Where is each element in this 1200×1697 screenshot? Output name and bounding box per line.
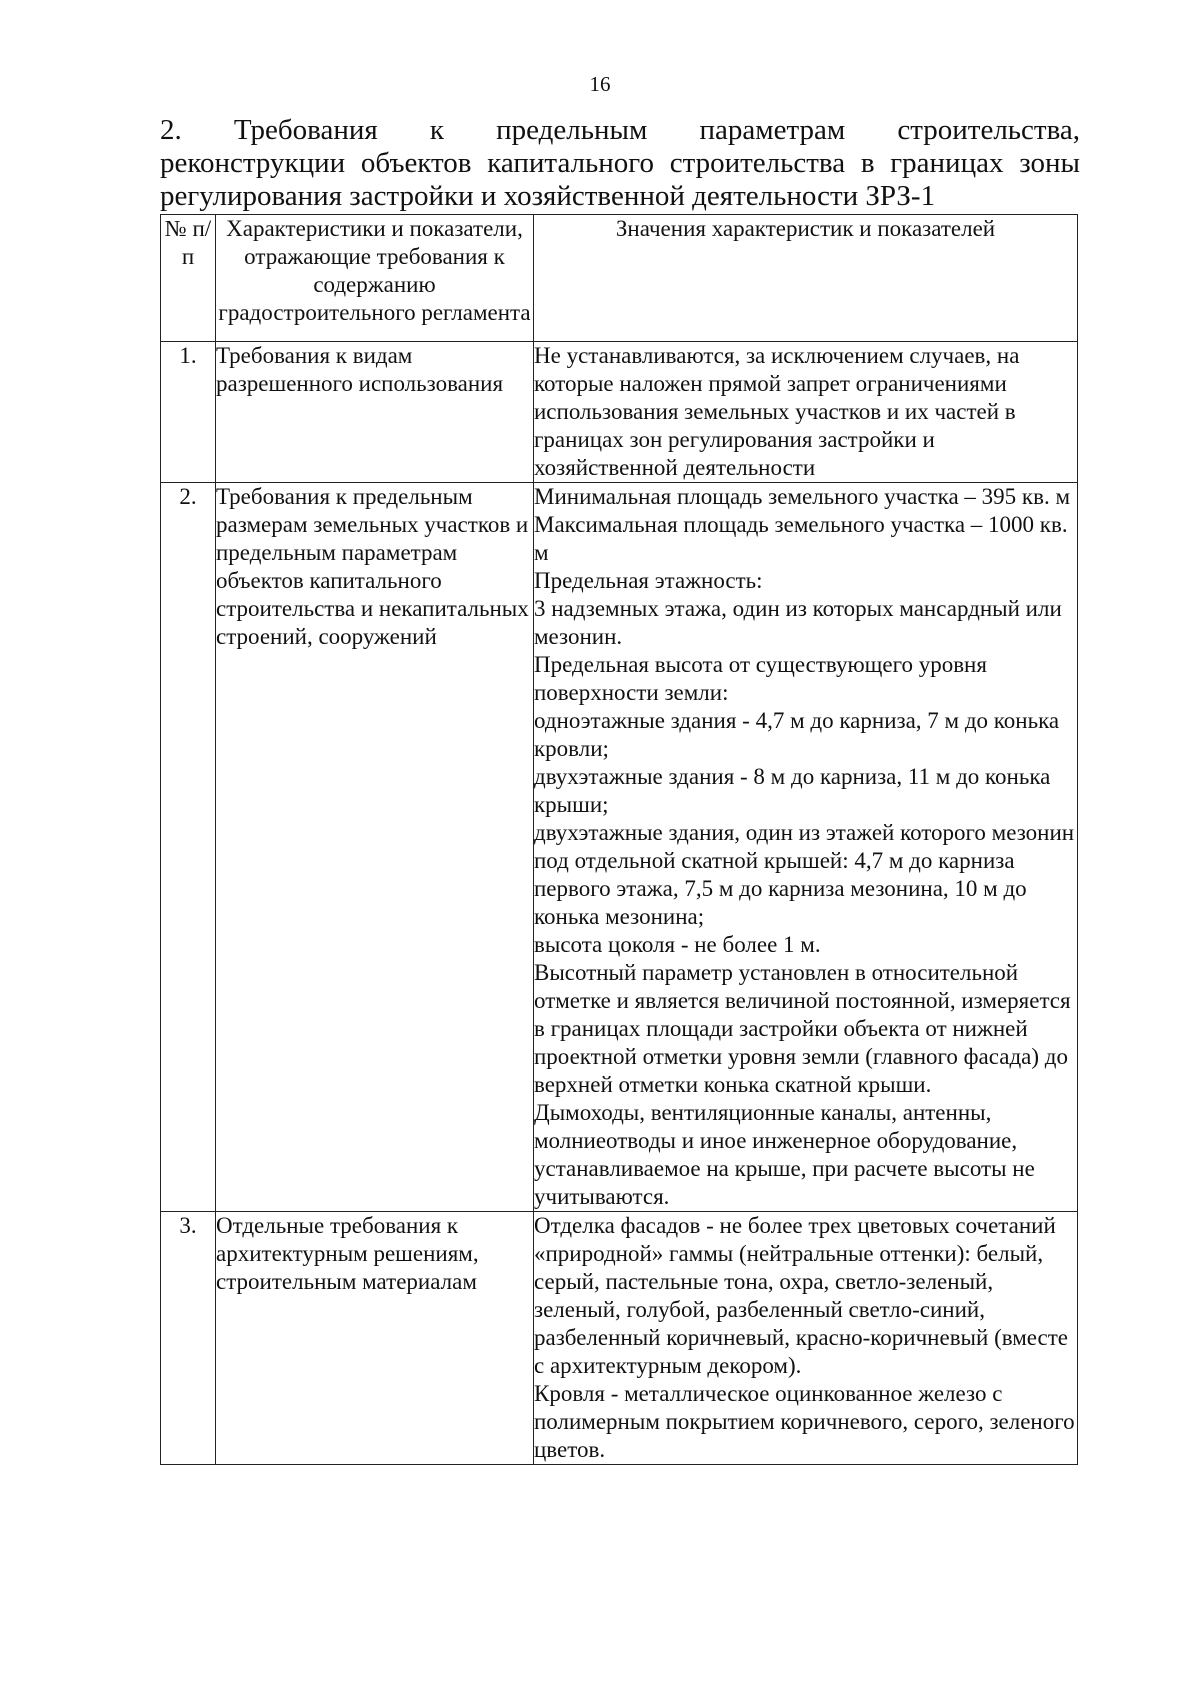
header-values: Значения характеристик и показателей — [534, 215, 1078, 342]
requirements-table — [160, 214, 1078, 1465]
value-paragraph: 3 надземных этажа, один из которых мансардный или мезонин. — [534, 596, 1062, 649]
row-num: 2. — [161, 483, 216, 1212]
row-num: 1. — [161, 342, 216, 483]
page-number: 16 — [589, 72, 611, 96]
value-paragraph: Минимальная площадь земельного участка – 395 кв. м — [534, 484, 1070, 509]
row-values — [534, 1212, 1078, 1465]
value-paragraph: Высотный параметр установлен в относительной отметке и является величиной постоянной, измеряется в границах площади застройки объекта от нижней проектной отметки уровня земли (главного фасада) до верхней отметки конька скатной крыши. — [534, 960, 1071, 1097]
section-heading — [160, 114, 1080, 213]
row-characteristic: Требования к видам разрешенного использования — [216, 342, 534, 483]
value-paragraph: Предельная этажность: — [534, 568, 763, 593]
value-paragraph: Дымоходы, вентиляционные каналы, антенны, молниеотводы и иное инженерное оборудование, устанавливаемое на крыше, при расчете высоты не учитываются. — [534, 1100, 1035, 1209]
row-values — [534, 342, 1078, 483]
value-paragraph: Не устанавливаются, за исключением случаев, на которые наложен прямой запрет ограничениями использования земельных участков и их частей в границах зон регулирования застройки и хозяйственной деятельности — [534, 343, 1020, 480]
table-row — [161, 483, 1078, 1212]
value-paragraph: Максимальная площадь земельного участка – 1000 кв. м — [534, 512, 1068, 565]
table-row — [161, 342, 1078, 483]
heading-line-2: реконструкции объектов капитального строительства в границах зоны — [160, 147, 1080, 179]
row-num: 3. — [161, 1212, 216, 1465]
header-characteristics: Характеристики и показатели, отражающие требования к содержанию градостроительного регламента — [216, 215, 534, 342]
value-paragraph: высота цоколя - не более 1 м. — [534, 932, 821, 957]
table-row — [161, 1212, 1078, 1465]
row-characteristic: Требования к предельным размерам земельных участков и предельным параметрам объектов капитального строительства и некапитальных строений, сооружений — [216, 483, 534, 1212]
value-paragraph: двухэтажные здания, один из этажей которого мезонин под отдельной скатной крышей: 4,7 м до карниза первого этажа, 7,5 м до карниза мезонина, 10 м до конька мезонина; — [534, 820, 1075, 929]
row-characteristic: Отдельные требования к архитектурным решениям, строительным материалам — [216, 1212, 534, 1465]
value-paragraph: Предельная высота от существующего уровня поверхности земли: — [534, 652, 987, 705]
value-paragraph: Отделка фасадов - не более трех цветовых сочетаний «природной» гаммы (нейтральные оттенки): белый, серый, пастельные тона, охра, светло-зеленый, зеленый, голубой, разбеленный светло-синий, разбеленный коричневый, красно-коричневый (вместе с архитектурным декором). — [534, 1213, 1068, 1378]
value-paragraph: Кровля - металлическое оцинкованное железо с полимерным покрытием коричневого, серого, зеленого цветов. — [534, 1381, 1075, 1462]
heading-line-3: регулирования застройки и хозяйственной деятельности ЗРЗ-1 — [160, 180, 936, 212]
header-num: № п/п — [161, 215, 216, 342]
value-paragraph: двухэтажные здания - 8 м до карниза, 11 м до конька крыши; — [534, 764, 1051, 817]
heading-line-1: 2. Требования к предельным параметрам строительства, — [160, 114, 1080, 146]
table-header-row — [161, 215, 1078, 342]
value-paragraph: одноэтажные здания - 4,7 м до карниза, 7 м до конька кровли; — [534, 708, 1060, 761]
row-values — [534, 483, 1078, 1212]
